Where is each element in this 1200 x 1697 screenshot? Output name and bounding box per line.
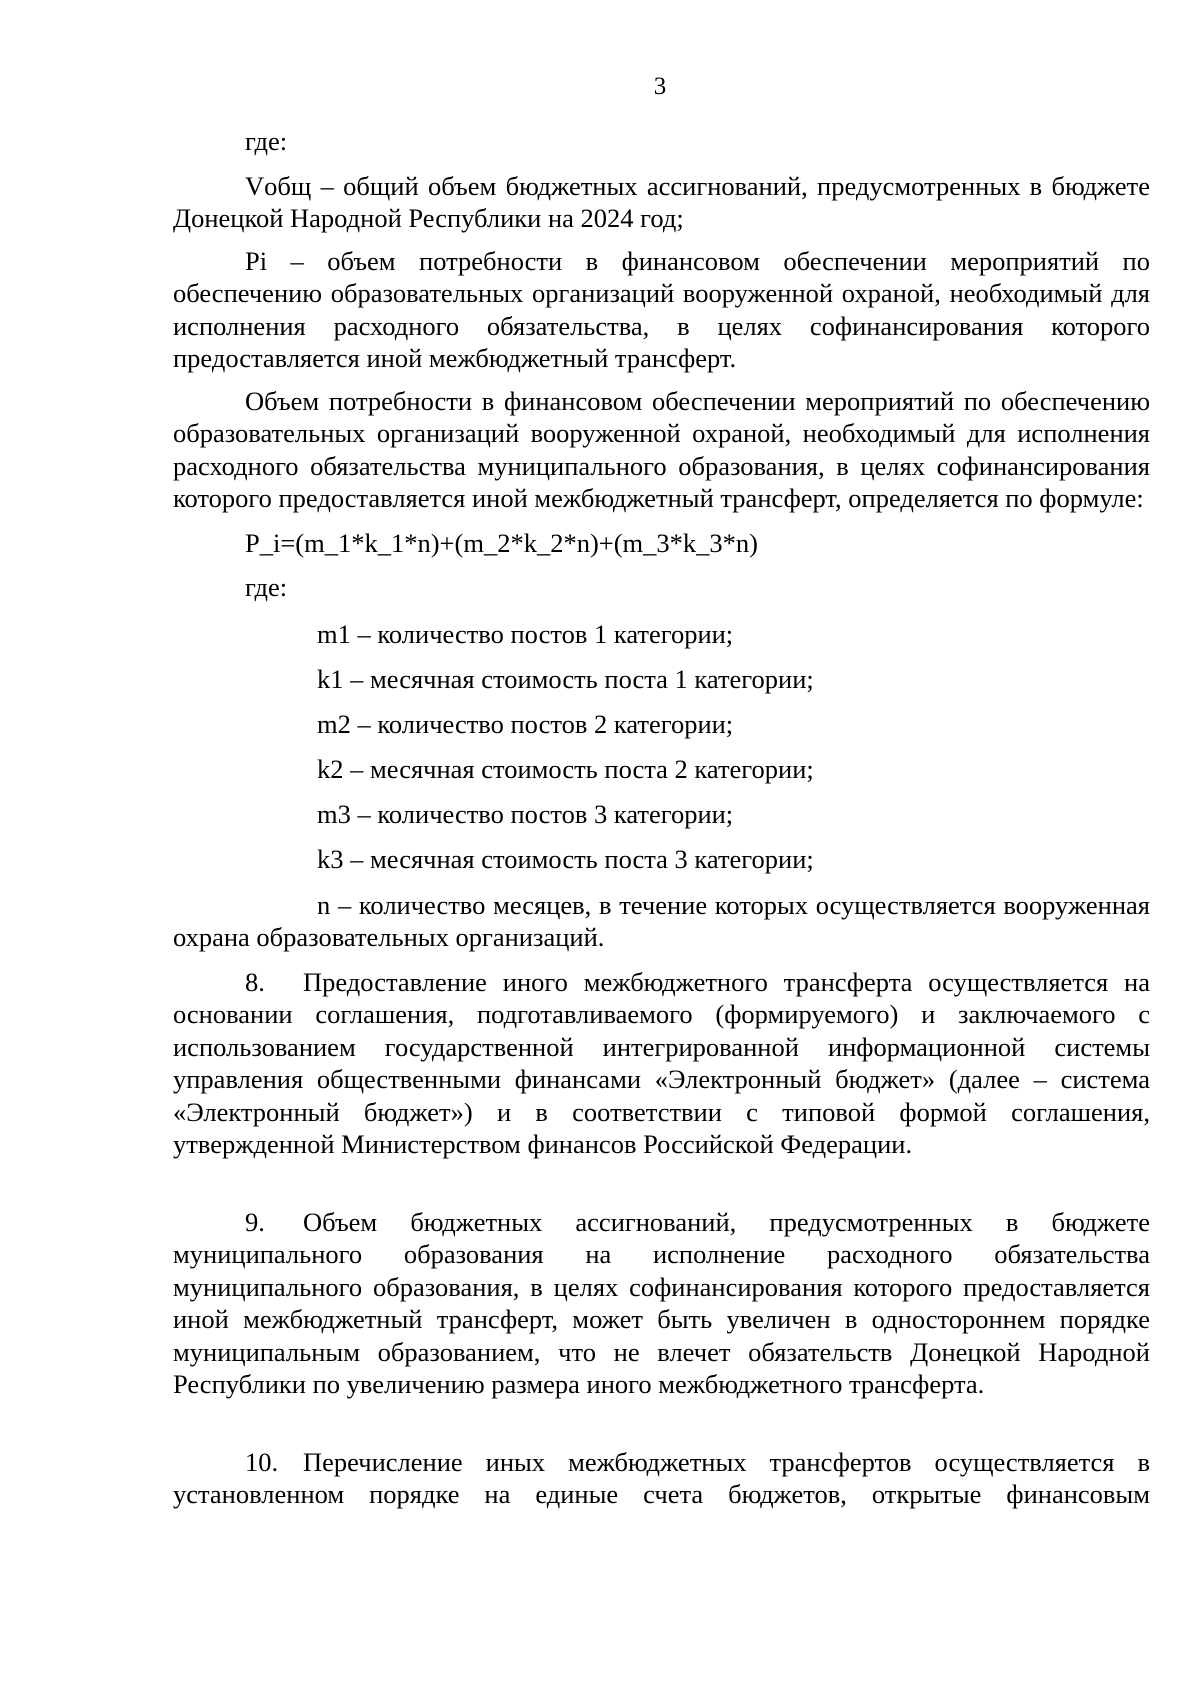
where-label: где: <box>245 126 288 156</box>
variable-m3: m3 – количество постов 3 категории; <box>317 799 734 830</box>
paragraph-p-i: Pi – объем потребности в финансовом обеспечении мероприятий по обеспечению образовательных организаций вооруженной охраной, необходимый для исполнения расходного обязательства, в целях софинансирования которого предоставляется иной межбюджетный трансферт. <box>173 245 1150 373</box>
variable-n: n – количество месяцев, в течение которых осуществляется вооруженная охрана образовательных организаций. <box>173 889 1150 953</box>
paragraph-need-volume: Объем потребности в финансовом обеспечении мероприятий по обеспечению образовательных организаций вооруженной охраной, необходимый для исполнения расходного обязательства муниципального образования, в целях софинансирования которого предоставляется иной межбюджетный трансферт, определяется по формуле: <box>173 385 1150 513</box>
item-text: Предоставление иного межбюджетного трансферта осуществляется на основании соглашения, подготавливаемого (формируемого) и заключаемого с использованием государственной интегрированной информационной системы управления общественными финансами «Электронный бюджет» (далее – система «Электронный бюджет») и в соответствии с типовой формой соглашения, утвержденной Министерством финансов Российской Федерации. <box>173 966 1150 1160</box>
variable-k3: k3 – месячная стоимость поста 3 категории; <box>317 844 814 875</box>
item-text: Объем бюджетных ассигнований, предусмотренных в бюджете муниципального образования на исполнение расходного обязательства муниципального образования, в целях софинансирования которого предоставляется иной межбюджетный трансферт, может быть увеличен в одностороннем порядке муниципальным образованием, что не влечет обязательств Донецкой Народной Республики по увеличению размера иного межбюджетного трансферта. <box>173 1206 1150 1400</box>
variable-m1: m1 – количество постов 1 категории; <box>317 618 734 649</box>
variable-k1: k1 – месячная стоимость поста 1 категории; <box>317 663 814 694</box>
paragraph-item-10 <box>173 1446 1150 1511</box>
paragraph-item-8 <box>173 966 1150 1161</box>
page-number: 3 <box>653 73 667 100</box>
paragraph-item-9 <box>173 1206 1150 1401</box>
where-label-2: где: <box>245 572 288 602</box>
variable-k2: k2 – месячная стоимость поста 2 категории; <box>317 754 814 785</box>
item-text: Перечисление иных межбюджетных трансфертов осуществляется в установленном порядке на единые счета бюджетов, открытые финансовым <box>173 1446 1150 1510</box>
document-body <box>173 125 1150 1511</box>
item-number: 9. <box>245 1206 265 1237</box>
paragraph-v-total: Vобщ – общий объем бюджетных ассигнований, предусмотренных в бюджете Донецкой Народной Республики на 2024 год; <box>173 170 1150 233</box>
item-number: 10. <box>245 1446 279 1477</box>
item-number: 8. <box>245 966 265 997</box>
variable-list <box>173 618 1150 876</box>
variable-m2: m2 – количество постов 2 категории; <box>317 708 734 739</box>
formula: P_i=(m_1*k_1*n)+(m_2*k_2*n)+(m_3*k_3*n) <box>245 527 758 558</box>
